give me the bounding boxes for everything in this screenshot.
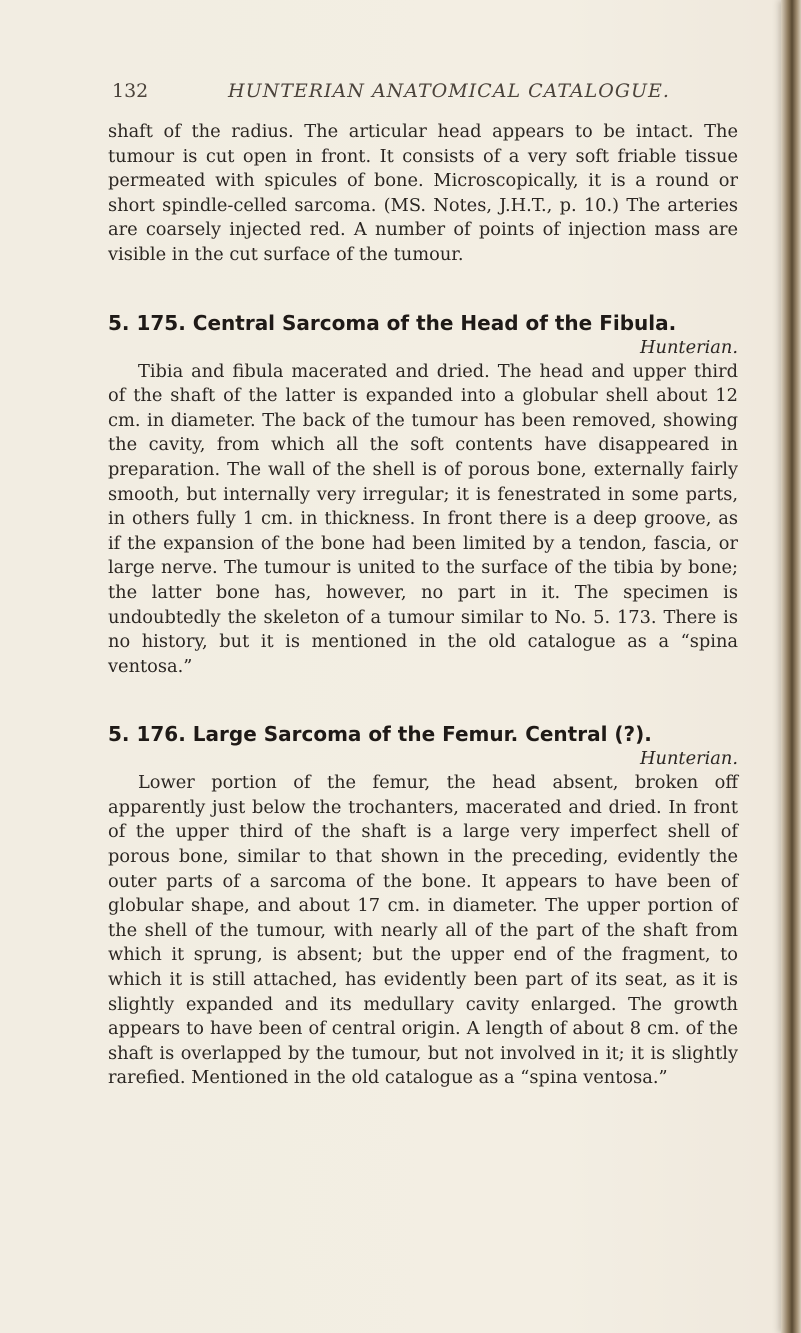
page-number: 132 <box>112 80 149 102</box>
entry-source: Hunterian. <box>640 336 738 358</box>
page-header <box>112 74 732 108</box>
entry-title: 5. 175. Central Sarcoma of the Head of the Fibula. <box>108 310 677 335</box>
entry-source: Hunterian. <box>640 748 738 770</box>
entry-description: Lower portion of the femur, the head absent, broken off apparently just below the trochanters, macerated and dried. In front of the upper third of the shaft is a large very imperfect shell of porous bone, similar to that shown in the preceding, evidently the outer parts of a sarcoma of the bone. It appears to have been of globular shape, and about 17 cm. in diameter. The upper portion of the shell of the tumour, with nearly all of the part of the shaft from which it sprung, is absent; but the upper end of the fragment, to which it is still attached, has evidently been part of its seat, as it is slightly expanded and its medullary cavity enlarged. The growth appears to have been of central origin. A length of about 8 cm. of the shaft is overlapped by the tumour, but not involved in it; it is slightly rarefied. Mentioned in the old catalogue as a “spina ventosa.” <box>108 772 738 1089</box>
page-content <box>108 120 738 1091</box>
page-binding-edge <box>781 0 801 1333</box>
catalogue-entry-5-176 <box>108 721 738 1091</box>
running-title: HUNTERIAN ANATOMICAL CATALOGUE. <box>228 80 670 102</box>
intro-paragraph: shaft of the radius. The articular head appears to be intact. The tumour is cut open in front. It consists of a very soft friable tissue permeated with spicules of bone. Microscopically, it is a round or short spindle-celled sarcoma. (MS. Notes, J.H.T., p. 10.) The arteries are coarsely injected red. A number of points of injection mass are visible in the cut surface of the tumour. <box>108 121 738 265</box>
entry-title: 5. 176. Large Sarcoma of the Femur. Central (?). <box>108 722 652 747</box>
catalogue-entry-5-175 <box>108 310 738 680</box>
entry-description: Tibia and fibula macerated and dried. The head and upper third of the shaft of the latter is expanded into a globular shell about 12 cm. in diameter. The back of the tumour has been removed, showing the cavity, from which all the soft contents have disappeared in preparation. The wall of the shell is of porous bone, externally fairly smooth, but internally very irregular; it is fenestrated in some parts, in others fully 1 cm. in thickness. In front there is a deep groove, as if the expansion of the bone had been limited by a tendon, fascia, or large nerve. The tumour is united to the surface of the tibia by bone; the latter bone has, however, no part in it. The specimen is undoubtedly the skeleton of a tumour similar to No. 5. 173. There is no history, but it is mentioned in the old catalogue as a “spina ventosa.” <box>108 360 738 677</box>
